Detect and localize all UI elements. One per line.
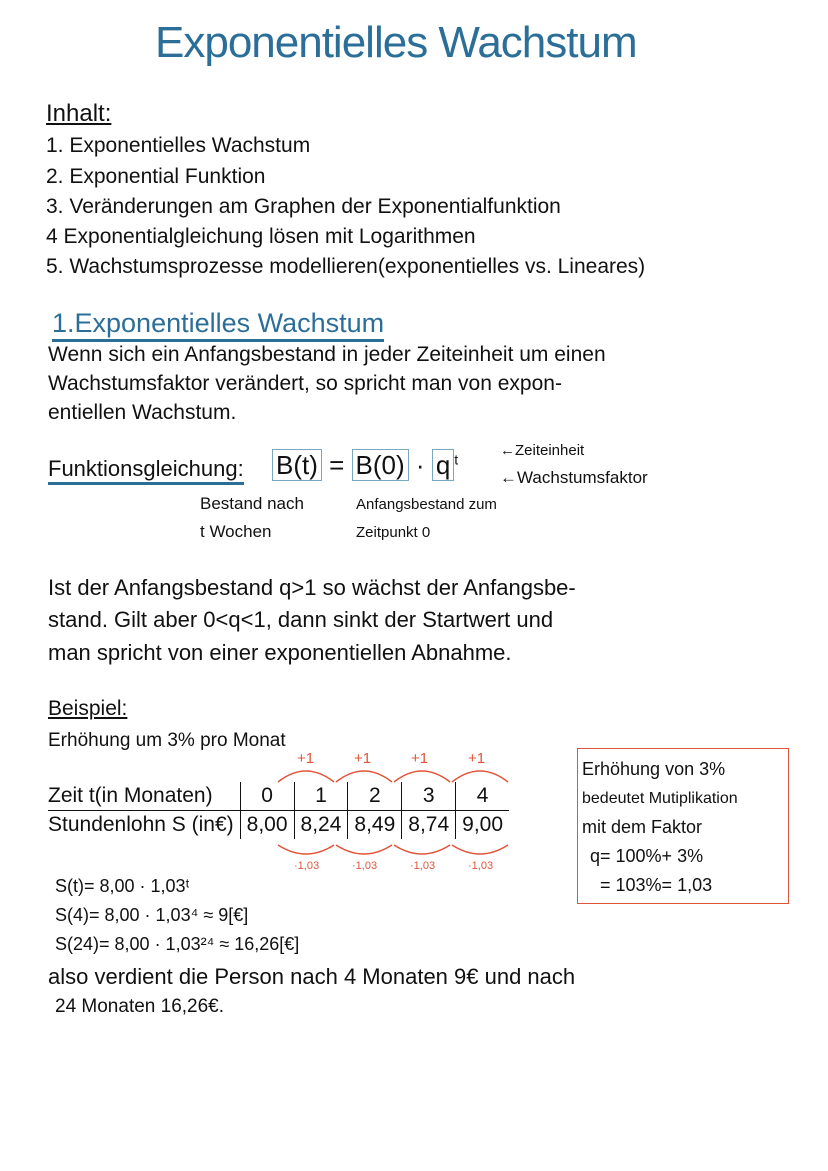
note-line: mit dem Faktor [582, 817, 703, 837]
example-subtitle: Erhöhung um 3% pro Monat [48, 730, 286, 751]
annotation-factor: ←Wachstumsfaktor [500, 468, 648, 487]
factor-label: ·1,03 [352, 860, 378, 872]
table-cell: 9,00 [456, 811, 509, 840]
note-box [577, 748, 789, 904]
annotation-b0: Anfangsbestand zum [356, 496, 497, 513]
table-cell: 8,24 [294, 811, 348, 840]
explanation-line: stand. Gilt aber 0<q<1, dann sinkt der Startwert und [48, 607, 554, 632]
bt-term: B(t) [272, 449, 322, 481]
intro-line: Wachstumsfaktor verändert, so spricht man von expon- [48, 372, 562, 395]
explanation-line: man spricht von einer exponentiellen Abnahme. [48, 640, 512, 665]
note-line: Erhöhung von 3% [582, 759, 726, 779]
table-cell: 8,74 [402, 811, 456, 840]
table-cell: 2 [348, 782, 402, 811]
annotation-bt: Bestand nach [200, 494, 304, 513]
factor-label: ·1,03 [468, 860, 494, 872]
exponent: t [454, 451, 459, 468]
table-cell: 1 [294, 782, 348, 811]
step-label: +1 [297, 750, 315, 767]
formula-label: Funktionsgleichung: [48, 456, 244, 485]
wage-table [48, 782, 509, 839]
table-row [48, 811, 509, 840]
contents-heading: Inhalt: [46, 100, 112, 127]
conclusion-line: 24 Monaten 16,26€. [55, 996, 225, 1017]
step-label: +1 [468, 750, 486, 767]
table-cell: 4 [456, 782, 509, 811]
table-row [48, 782, 509, 811]
intro-line: Wenn sich ein Anfangsbestand in jeder Zeiteinheit um einen [48, 343, 606, 366]
formula-line: S(4)= 8,00 · 1,03⁴ ≈ 9[€] [55, 905, 249, 925]
step-label: +1 [354, 750, 372, 767]
formula-line: S(24)= 8,00 · 1,03²⁴ ≈ 16,26[€] [55, 934, 300, 954]
annotation-bt: t Wochen [200, 522, 272, 541]
annotation-time: ←Zeiteinheit [500, 442, 585, 459]
table-cell: 3 [402, 782, 456, 811]
note-line: = 103%= 1,03 [600, 875, 713, 895]
note-line: q= 100%+ 3% [590, 846, 704, 866]
contents-item: 5. Wachstumsprozesse modellieren(exponentielles vs. Lineares) [46, 255, 646, 278]
intro-line: entiellen Wachstum. [48, 401, 237, 424]
q-term: q [432, 449, 454, 481]
contents-item: 3. Veränderungen am Graphen der Exponentialfunktion [46, 195, 561, 218]
row-label: Stundenlohn S (in€) [48, 813, 234, 836]
contents-item: 1. Exponentielles Wachstum [46, 134, 311, 157]
explanation-line: Ist der Anfangsbestand q>1 so wächst der Anfangsbe- [48, 575, 576, 600]
row-label: Zeit t(in Monaten) [48, 782, 240, 811]
step-label: +1 [411, 750, 429, 767]
page-title: Exponentielles Wachstum [155, 18, 637, 67]
note-line: bedeutet Mutiplikation [582, 790, 738, 807]
factor-label: ·1,03 [410, 860, 436, 872]
table-cell: 8,49 [348, 811, 402, 840]
table-cell: 8,00 [240, 811, 294, 840]
example-heading: Beispiel: [48, 697, 128, 720]
dot: · [415, 450, 425, 480]
section-heading: 1.Exponentielles Wachstum [52, 308, 384, 342]
function-equation [272, 450, 458, 481]
formula-line: S(t)= 8,00 · 1,03ᵗ [55, 876, 190, 896]
step-arrows-top [270, 764, 530, 784]
step-arrows-bottom [270, 843, 530, 859]
equals: = [329, 450, 345, 480]
conclusion-line: also verdient die Person nach 4 Monaten 9€ und nach [48, 964, 576, 989]
table-cell: 0 [240, 782, 294, 811]
contents-item: 2. Exponential Funktion [46, 165, 266, 188]
contents-item: 4 Exponentialgleichung lösen mit Logarithmen [46, 225, 476, 248]
annotation-b0: Zeitpunkt 0 [356, 524, 431, 541]
factor-label: ·1,03 [294, 860, 320, 872]
b0-term: B(0) [352, 449, 409, 481]
